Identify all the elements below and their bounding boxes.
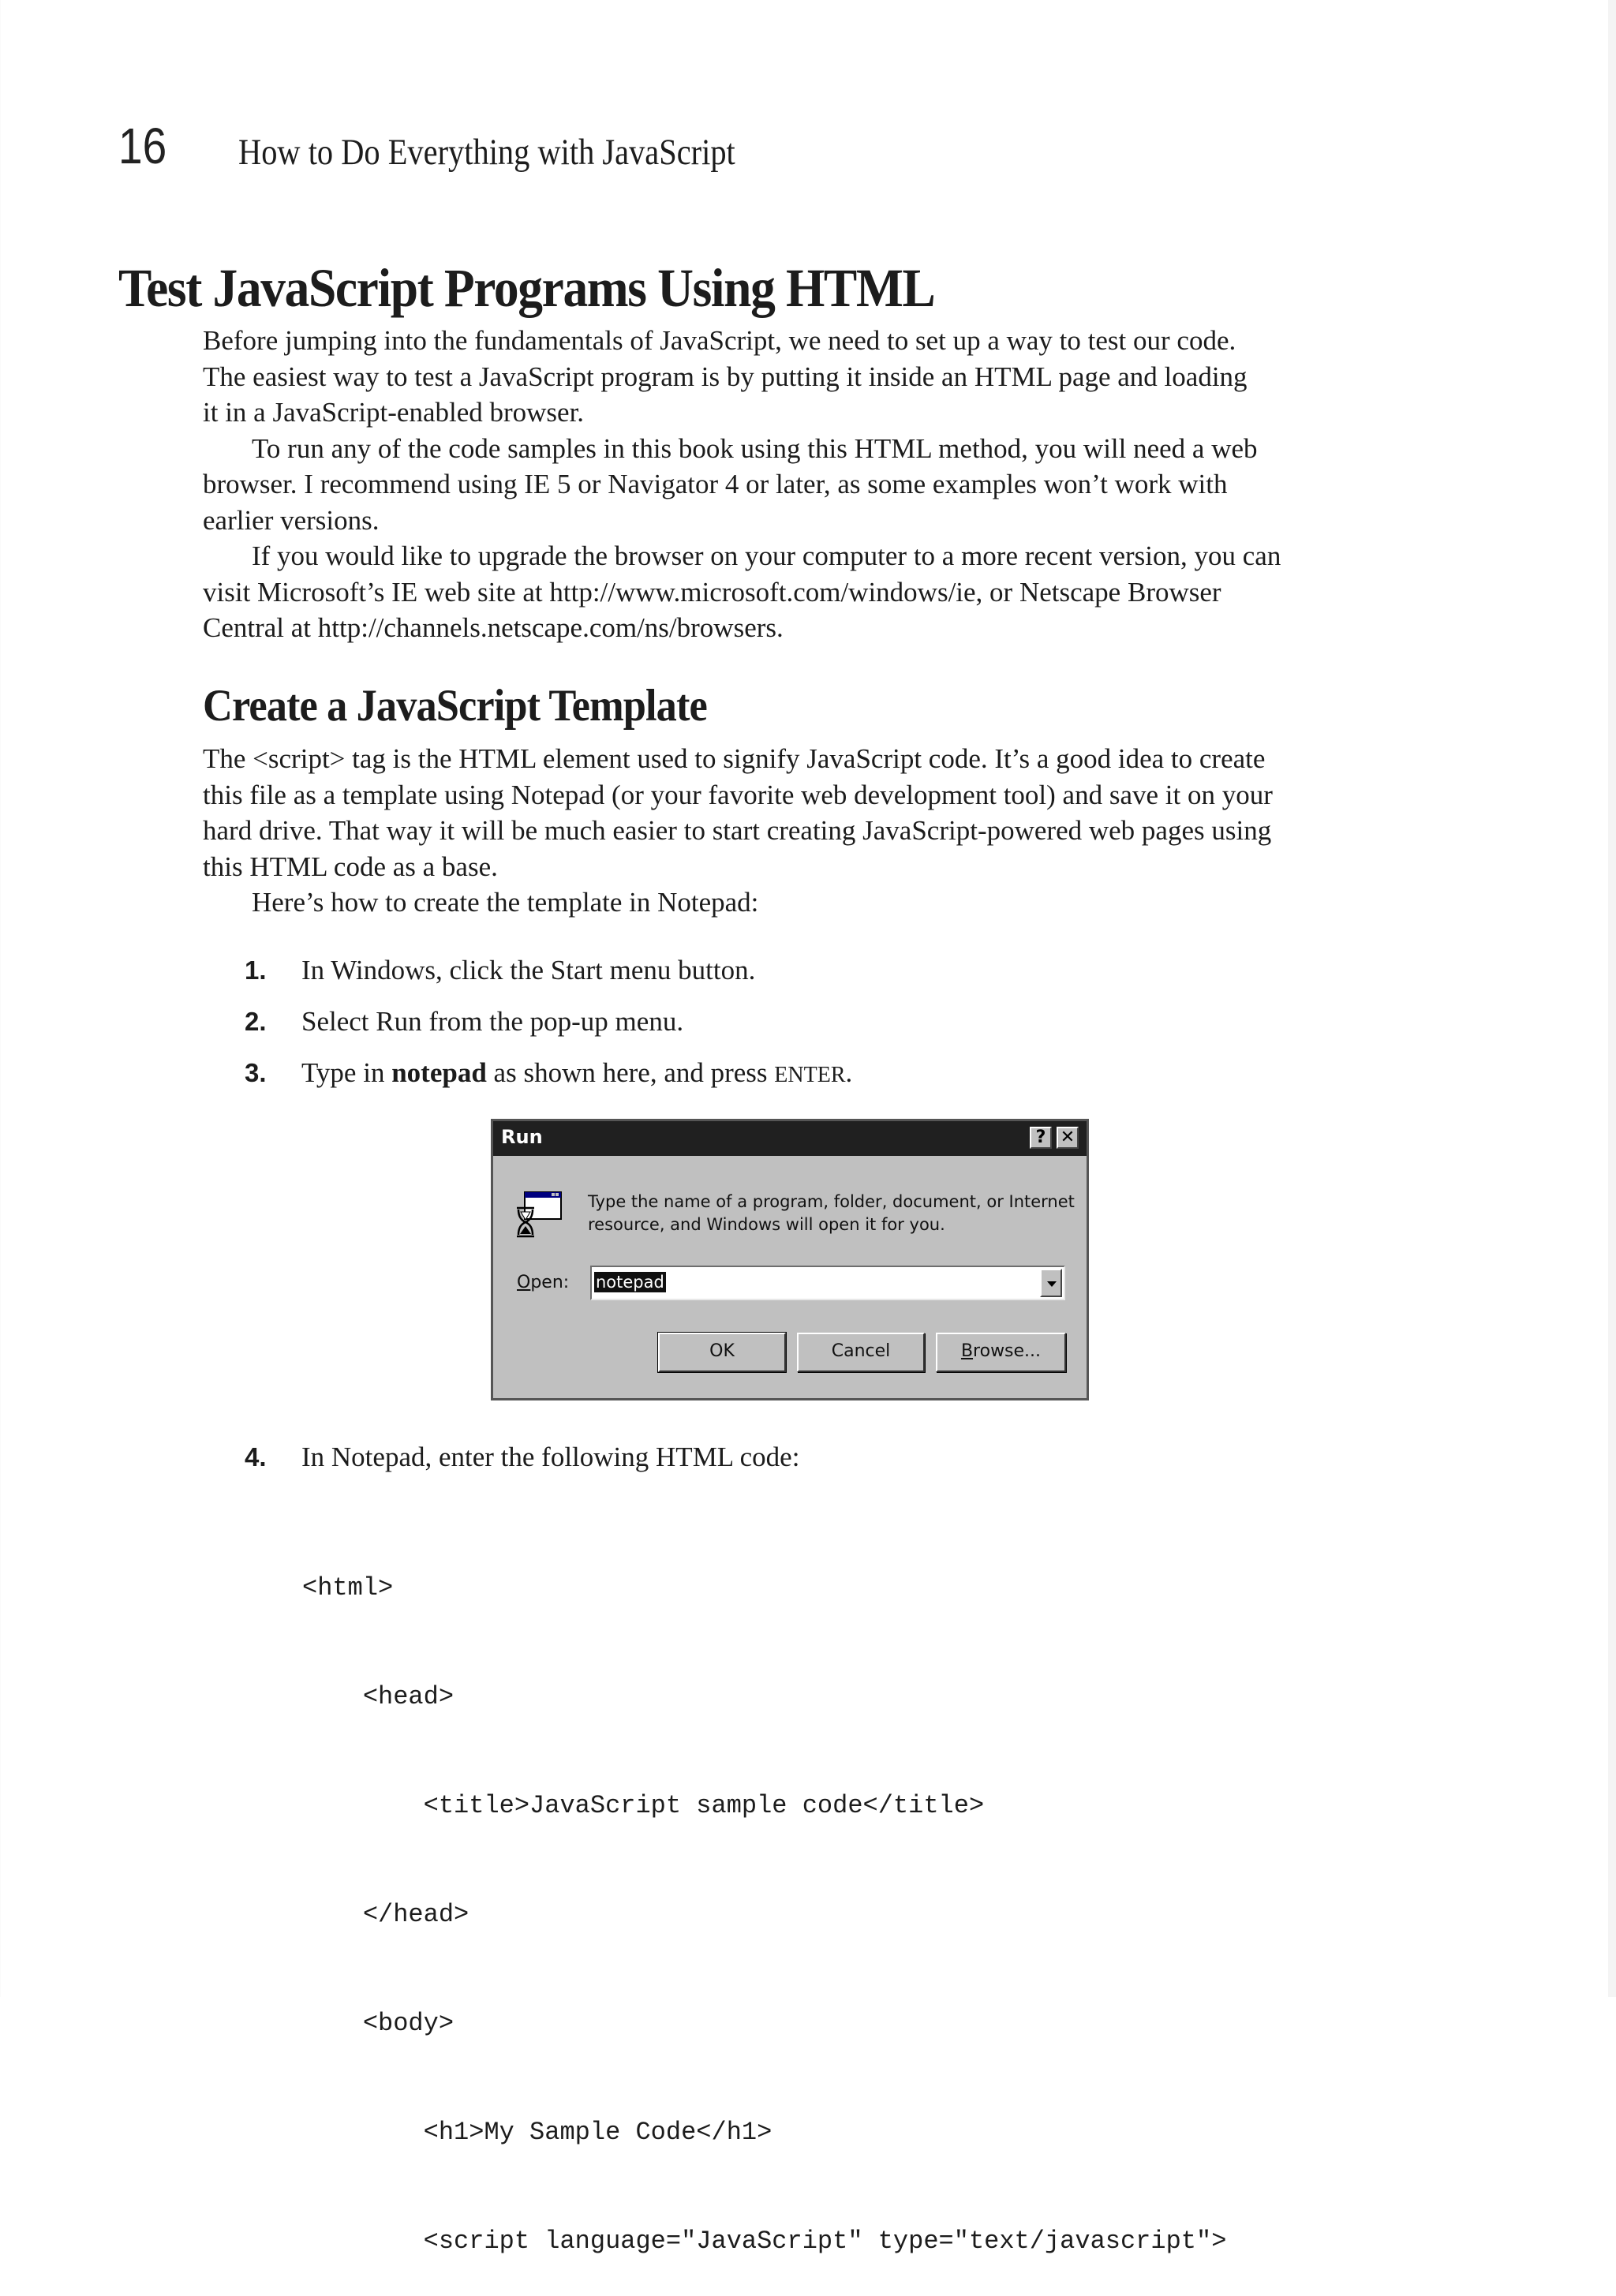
text-line: hard drive. That way it will be much easier to start creating JavaScript-powered web pages using [203, 815, 1272, 846]
paragraph-intro [203, 323, 1386, 646]
chevron-down-icon[interactable] [1040, 1269, 1062, 1297]
step-text: . [845, 1057, 853, 1088]
step-bold-text: notepad [391, 1057, 487, 1088]
close-button[interactable]: ✕ [1057, 1127, 1079, 1149]
dialog-title-bar [493, 1121, 1087, 1156]
browse-accelerator: B [960, 1341, 974, 1361]
text-line: Before jumping into the fundamentals of JavaScript, we need to set up a way to test our code. [203, 325, 1236, 356]
text-line: Central at http://channels.netscape.com/ns/browsers. [203, 612, 784, 643]
text-line: The <script> tag is the HTML element used to signify JavaScript code. It’s a good idea to create [203, 743, 1266, 774]
text-line: earlier versions. [203, 504, 380, 536]
step-number: 2. [245, 1007, 267, 1036]
code-line: <h1>My Sample Code</h1> [302, 2118, 772, 2147]
cancel-button[interactable]: Cancel [797, 1333, 925, 1372]
step-number: 4. [245, 1442, 267, 1471]
open-label-accelerator: O [517, 1273, 531, 1292]
text-line: visit Microsoft’s IE web site at http://www.microsoft.com/windows/ie, or Netscape Browser [203, 576, 1221, 608]
text-line: browser. I recommend using IE 5 or Navigator 4 or later, as some examples won’t work with [203, 469, 1228, 499]
page-number: 16 [118, 118, 167, 174]
text-line: If you would like to upgrade the browser on your computer to a more recent version, you can [252, 540, 1281, 571]
code-line: <body> [302, 2009, 454, 2038]
step-text: as shown here, and press [486, 1057, 775, 1088]
open-combobox[interactable] [590, 1266, 1065, 1300]
browse-label: rowse... [973, 1341, 1042, 1361]
section-title: Test JavaScript Programs Using HTML [118, 258, 935, 318]
text-line: it in a JavaScript-enabled browser. [203, 397, 585, 428]
text-line: this HTML code as a base. [203, 851, 498, 882]
code-line: <head> [302, 1682, 454, 1711]
running-head: How to Do Everything with JavaScript [238, 132, 735, 173]
list-item [245, 1006, 683, 1038]
key-name: ENTER [774, 1063, 846, 1087]
list-item [245, 1057, 852, 1089]
subsection-title: Create a JavaScript Template [203, 681, 707, 731]
paragraph-template [203, 741, 1386, 921]
step-text: In Windows, click the Start menu button. [301, 955, 756, 985]
ok-button[interactable]: OK [658, 1333, 786, 1372]
description-line: resource, and Windows will open it for you. [588, 1215, 945, 1234]
code-line: <title>JavaScript sample code</title> [302, 1791, 985, 1820]
text-line: The easiest way to test a JavaScript program is by putting it inside an HTML page and loading [203, 361, 1248, 392]
step-text: In Notepad, enter the following HTML code: [301, 1442, 800, 1472]
code-line: <html> [302, 1573, 394, 1602]
description-line: Type the name of a program, folder, document, or Internet [588, 1192, 1075, 1211]
open-input-value[interactable]: notepad [596, 1273, 664, 1292]
dialog-description [588, 1191, 1075, 1236]
list-item [245, 955, 755, 986]
text-line: To run any of the code samples in this book using this HTML method, you will need a web [252, 432, 1258, 464]
open-label-text: pen: [530, 1273, 570, 1292]
text-line: Here’s how to create the template in Notepad: [252, 887, 759, 918]
code-block [302, 1498, 1226, 2296]
list-item [245, 1442, 799, 1473]
step-number: 1. [245, 955, 267, 985]
dialog-title: Run [501, 1126, 543, 1148]
code-line: </head> [302, 1900, 469, 1929]
run-dialog [491, 1119, 1089, 1400]
run-program-icon [514, 1191, 563, 1240]
help-button[interactable]: ? [1030, 1127, 1052, 1149]
browse-button[interactable] [936, 1333, 1066, 1372]
page-edge [0, 0, 1, 1997]
step-text: Type in [301, 1057, 392, 1088]
code-line: <script language="JavaScript" type="text/javascript"> [302, 2227, 1227, 2256]
open-label [517, 1273, 569, 1292]
text-line: this file as a template using Notepad (or your favorite web development tool) and save it on your [203, 779, 1273, 810]
step-number: 3. [245, 1058, 267, 1087]
page-shadow [1608, 0, 1616, 1997]
step-text: Select Run from the pop-up menu. [301, 1006, 684, 1037]
